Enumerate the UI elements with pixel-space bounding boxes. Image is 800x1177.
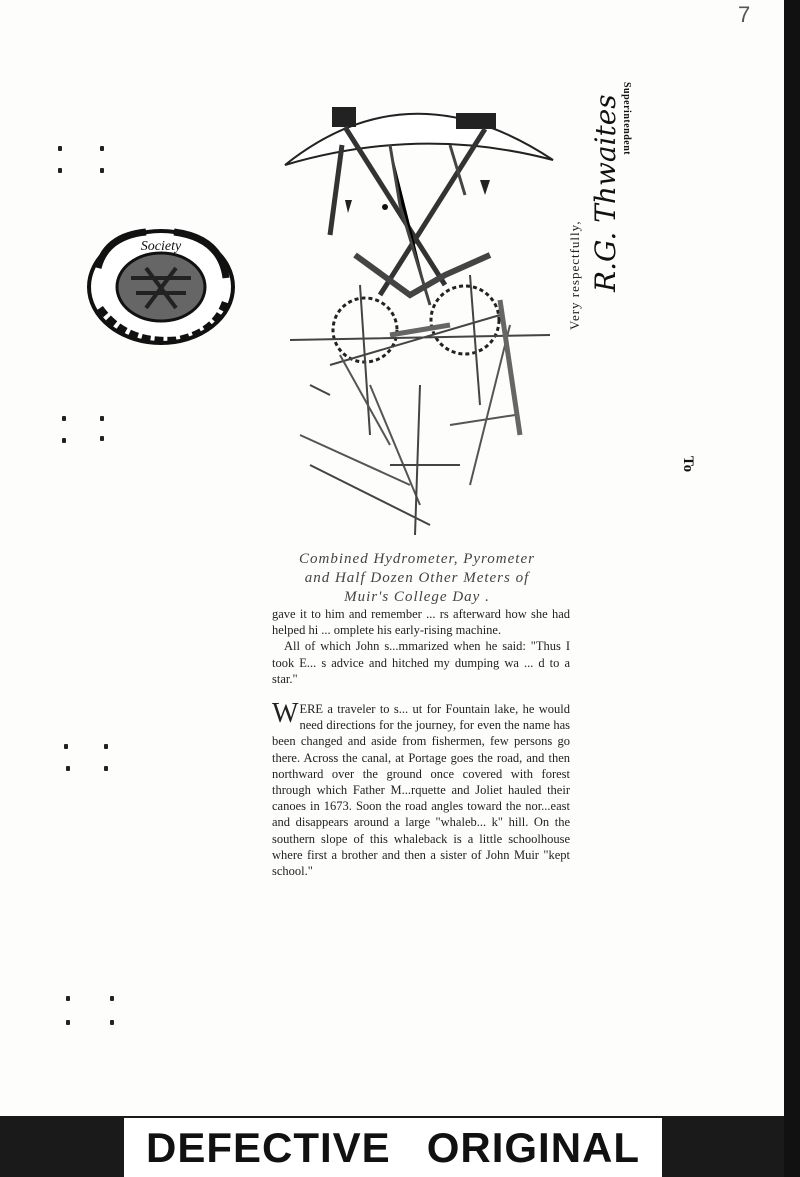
to-label: To xyxy=(680,456,696,473)
faint-marks xyxy=(690,28,760,88)
historical-society-seal xyxy=(86,228,236,346)
illustration-caption xyxy=(282,550,552,607)
paragraph-3-text: ERE a traveler to s... ut for Fountain lake, he would need directions for the journey, for even the name has been changed and aside from fishermen, few persons go there. Across the canal, at Portage goes the road, and then northward over the ground once covered with forest through which Father M...rquette and Joliet hauled their canoes in 1673. Soon the road angles toward the nor...east and disappears around a large "whaleb... k" hill. On the southern slope of this whaleback is a little schoolhouse where first a brother and then a sister of John Muir "kept school." xyxy=(272,702,570,879)
hydrometer-illustration xyxy=(270,85,570,545)
seal-top-text: Society xyxy=(140,239,182,254)
article-text xyxy=(272,606,570,879)
page-number: 7 xyxy=(738,2,751,27)
drop-cap: W xyxy=(272,698,299,730)
caption-line-2: and Half Dozen Other Meters of xyxy=(304,570,530,586)
scan-edge xyxy=(784,0,800,1177)
signature: R.G. Thwaites xyxy=(589,94,622,292)
banner-word-2: ORIGINAL xyxy=(426,1124,641,1171)
caption-line-1: Combined Hydrometer, Pyrometer xyxy=(299,551,535,567)
paragraph-1: gave it to him and remember ... rs afterward how she had helped hi ... omplete his early-rising machine. xyxy=(272,607,570,638)
paragraph-2: All of which John s...mmarized when he said: "Thus I took E... s advice and hitched my dumping wa ... d to a star." xyxy=(272,639,570,686)
signer-title: Superintendent xyxy=(621,82,632,156)
letter-closing: Very respectfully, xyxy=(567,220,582,330)
paragraph-3 xyxy=(272,698,570,879)
banner-word-1: DEFECTIVE xyxy=(145,1124,391,1171)
caption-line-3: Muir's College Day . xyxy=(344,589,490,605)
defective-original-banner xyxy=(124,1118,662,1177)
